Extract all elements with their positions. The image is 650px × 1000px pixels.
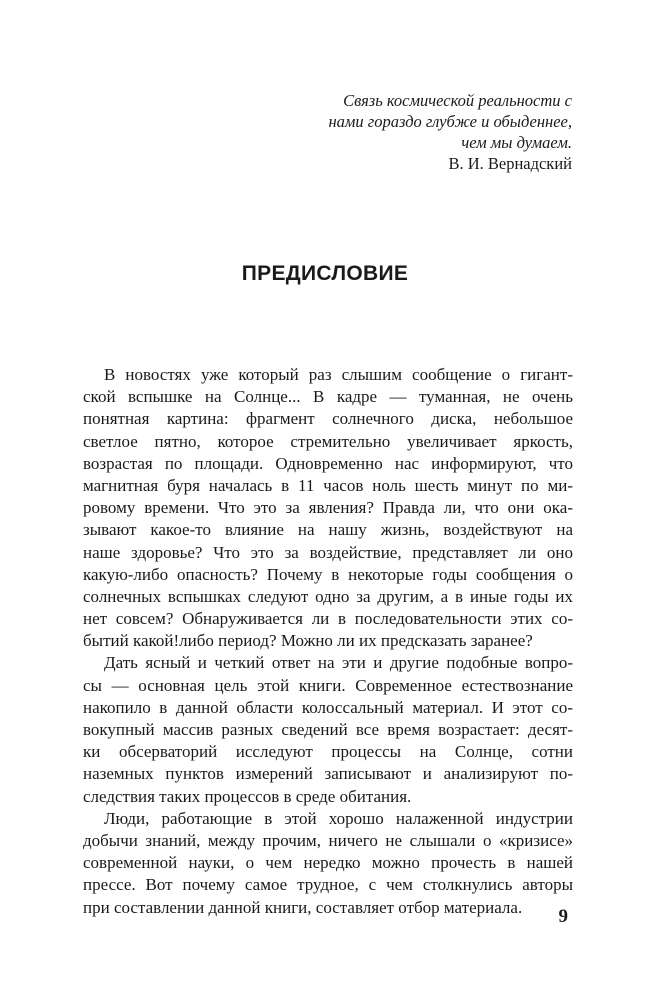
text-line: добычи знаний, между прочим, ничего не слышали о «кризисе» — [83, 830, 573, 850]
text-line: магнитная буря началась в 11 часов ноль шесть минут по ми- — [83, 475, 573, 495]
paragraph — [83, 652, 573, 807]
text-line: светлое пятно, которое стремительно увеличивает яркость, — [83, 431, 573, 451]
epigraph-quote-line: нами гораздо глубже и обыденнее, — [328, 112, 572, 131]
text-line: современной науки, о чем нередко можно прочесть в нашей — [83, 853, 573, 873]
paragraph — [83, 364, 573, 652]
text-line: возрастая по площади. Одновременно нас информируют, что — [83, 453, 573, 473]
text-line: Люди, работающие в этой хорошо налаженной индустрии — [104, 808, 573, 828]
text-line: понятная картина: фрагмент солнечного диска, небольшое — [83, 409, 573, 429]
epigraph — [328, 90, 572, 174]
text-line: нет совсем? Обнаруживается ли в последовательности этих со- — [83, 609, 573, 629]
text-line: ской вспышке на Солнце... В кадре — туманная, не очень — [83, 387, 573, 407]
text-line: В новостях уже который раз слышим сообщение о гигант- — [104, 365, 573, 384]
page-number: 9 — [558, 906, 568, 927]
text-line: какую-либо опасность? Почему в некоторые годы сообщения о — [83, 564, 573, 584]
epigraph-quote-line: Связь космической реальности с — [343, 91, 572, 110]
text-line: бытий какой!либо период? Можно ли их предсказать заранее? — [83, 631, 533, 651]
text-line: вокупный массив разных сведений все время возрастает: десят- — [83, 720, 573, 739]
text-line: накопило в данной области колоссальный материал. И этот со- — [83, 697, 573, 717]
text-line: следствия таких процессов в среде обитания. — [83, 786, 412, 806]
text-line: сы — основная цель этой книги. Современное естествознание — [83, 675, 573, 695]
epigraph-quote-line: чем мы думаем. — [461, 133, 572, 152]
text-line: наше здоровье? Что это за воздействие, представляет ли оно — [83, 542, 573, 562]
text-line: ки обсерваторий исследуют процессы на Солнце, сотни — [83, 742, 573, 762]
text-line: прессе. Вот почему самое трудное, с чем столкнулись авторы — [83, 875, 573, 895]
text-line: Дать ясный и четкий ответ на эти и другие подобные вопро- — [104, 653, 573, 673]
text-line: наземных пунктов измерений записывают и анализируют по- — [83, 764, 573, 784]
body-text — [83, 364, 573, 919]
paragraph — [83, 808, 573, 919]
text-line: зывают какое-то влияние на нашу жизнь, воздействуют на — [83, 520, 573, 540]
page-title: ПРЕДИСЛОВИЕ — [241, 262, 409, 285]
epigraph-author: В. И. Вернадский — [448, 154, 572, 173]
text-line: солнечных вспышках следуют одно за другим, а в иные годы их — [83, 586, 573, 606]
text-line: при составлении данной книги, составляет отбор материала. — [83, 897, 523, 917]
text-line: ровому времени. Что это за явления? Правда ли, что они ока- — [83, 498, 573, 518]
